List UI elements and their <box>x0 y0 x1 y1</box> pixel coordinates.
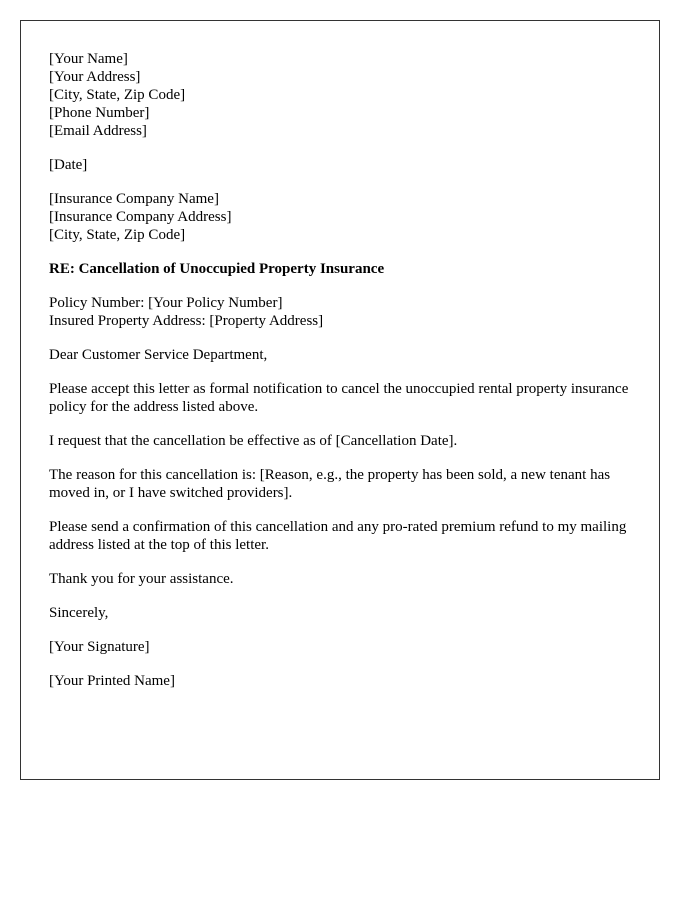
subject-line: RE: Cancellation of Unoccupied Property Insurance <box>49 261 385 277</box>
sender-email: [Email Address] <box>49 123 147 139</box>
body-paragraph-5: Thank you for your assistance. <box>49 571 234 587</box>
printed-name: [Your Printed Name] <box>49 673 175 689</box>
recipient-city-state-zip: [City, State, Zip Code] <box>49 227 186 243</box>
subject-block <box>49 260 631 278</box>
policy-number: Policy Number: [Your Policy Number] <box>49 295 283 311</box>
sender-phone: [Phone Number] <box>49 105 150 121</box>
sender-name: [Your Name] <box>49 51 128 67</box>
recipient-company-name: [Insurance Company Name] <box>49 191 219 207</box>
body-paragraph-4: Please send a confirmation of this cancellation and any pro-rated premium refund to my mailing address listed at the top of this letter. <box>49 519 627 553</box>
letter-date: [Date] <box>49 157 88 173</box>
sender-block <box>49 50 631 140</box>
salutation: Dear Customer Service Department, <box>49 347 268 363</box>
closing: Sincerely, <box>49 605 109 621</box>
recipient-block <box>49 190 631 244</box>
insured-property-address: Insured Property Address: [Property Address] <box>49 313 324 329</box>
letter-page <box>20 20 660 780</box>
policy-block <box>49 294 631 330</box>
sender-city-state-zip: [City, State, Zip Code] <box>49 87 186 103</box>
recipient-company-address: [Insurance Company Address] <box>49 209 232 225</box>
signature: [Your Signature] <box>49 639 150 655</box>
body-paragraph-1: Please accept this letter as formal notification to cancel the unoccupied rental property insurance policy for the address listed above. <box>49 381 629 415</box>
date-block <box>49 156 631 174</box>
body-paragraph-2: I request that the cancellation be effective as of [Cancellation Date]. <box>49 433 458 449</box>
sender-address: [Your Address] <box>49 69 141 85</box>
body-paragraph-3: The reason for this cancellation is: [Reason, e.g., the property has been sold, a new tenant has moved in, or I have switched providers]. <box>49 467 611 501</box>
